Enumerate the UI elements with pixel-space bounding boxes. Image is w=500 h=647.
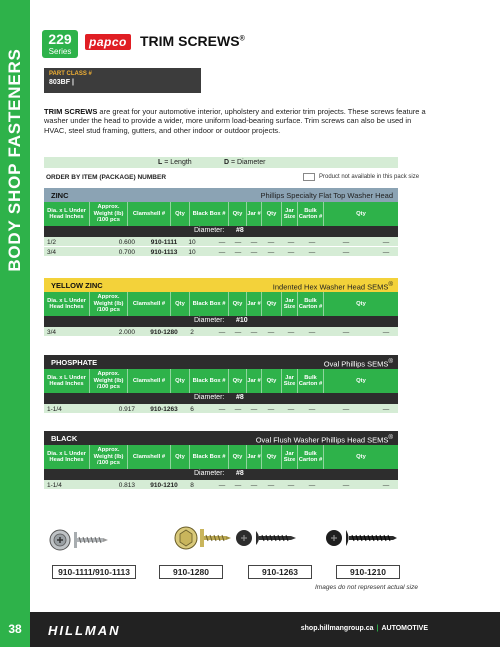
not-available-cell: —: [234, 239, 242, 246]
diameter-row: [44, 316, 398, 327]
not-available-cell: —: [308, 406, 316, 413]
column-header: Black Box #: [190, 445, 229, 469]
column-header: Jar #: [247, 292, 262, 316]
screw-image-910-1280-side: [200, 529, 231, 547]
quantity-cell: 10: [188, 249, 196, 256]
screw-image-910-1263: [236, 530, 252, 546]
column-header: Qty: [229, 292, 247, 316]
weight-cell: 0.700: [118, 249, 135, 256]
not-available-cell: —: [267, 249, 275, 256]
column-header: Jar #: [247, 445, 262, 469]
legend-bar: [44, 157, 398, 168]
product-section: [44, 188, 398, 257]
footer-category: AUTOMOTIVE: [381, 625, 428, 632]
size-cell: 1/2: [47, 239, 57, 246]
screw-image-910-1210: [326, 530, 342, 546]
table-row: [44, 327, 398, 337]
column-header: Jar Size: [282, 202, 298, 226]
size-cell: 3/4: [47, 329, 57, 336]
section-description: Oval Flush Washer Phillips Head SEMS®: [255, 434, 393, 445]
column-header: Qty: [356, 210, 366, 217]
column-header: Black Box #: [190, 369, 229, 393]
not-available-cell: —: [382, 249, 390, 256]
section-header: [44, 188, 398, 202]
not-available-cell: —: [382, 482, 390, 489]
section-finish: ZINC: [51, 191, 69, 200]
column-header: Bulk Carton #: [298, 445, 324, 469]
product-images: [44, 522, 398, 568]
product-label: 910-1210: [336, 565, 400, 579]
not-available-cell: —: [250, 329, 258, 336]
diameter-label: Diameter:: [194, 394, 225, 401]
column-header: Clamshell #: [128, 445, 171, 469]
column-header: Qty: [229, 445, 247, 469]
intro-paragraph: [44, 107, 434, 135]
legend-length: L = Length: [158, 159, 192, 166]
column-header: Dia. x L Under Head Inches: [44, 369, 90, 393]
column-header: Qty: [171, 369, 190, 393]
column-header: Dia. x L Under Head Inches: [44, 292, 90, 316]
table-row: [44, 247, 398, 257]
product-section: [44, 431, 398, 490]
column-header-row: [44, 202, 398, 226]
column-header: Jar Size: [282, 445, 298, 469]
trademark-mark: ®: [239, 35, 245, 43]
size-disclaimer: Images do not represent actual size: [315, 584, 418, 591]
not-available-cell: —: [342, 249, 350, 256]
not-available-cell: —: [250, 482, 258, 489]
not-available-cell: —: [234, 249, 242, 256]
product-label: 910-1280: [159, 565, 223, 579]
series-number: 229: [48, 31, 72, 47]
screw-image-910-1280: [175, 527, 197, 549]
table-row: [44, 404, 398, 414]
not-available-cell: —: [308, 249, 316, 256]
diameter-value: #8: [236, 470, 244, 477]
product-section: [44, 278, 398, 337]
column-header: Qty: [229, 202, 247, 226]
column-header: Bulk Carton #: [298, 292, 324, 316]
not-available-cell: —: [308, 239, 316, 246]
part-number-cell: 910-1111: [150, 239, 178, 246]
weight-cell: 0.813: [118, 482, 135, 489]
page-number: 38: [0, 612, 30, 647]
weight-cell: 2.000: [118, 329, 135, 336]
column-header: Bulk Carton #: [298, 369, 324, 393]
column-header: Qty: [262, 202, 282, 226]
column-header: Approx. Weight (lb) /100 pcs: [90, 369, 128, 393]
quantity-cell: 2: [190, 329, 194, 336]
product-label: 910-1111/910-1113: [52, 565, 136, 579]
not-available-cell: —: [218, 329, 226, 336]
intro-text: are great for your automotive interior, upholstery and exterior trim projects. These screws feature a washer under the head to provide a wider, more uniform load-bearing surface. Trim screws can also be used in HVAC, steel stud framing, gutters, and other indoor or outdoor projects.: [44, 107, 426, 135]
section-finish: PHOSPHATE: [51, 358, 98, 367]
not-available-swatch: [303, 173, 315, 181]
section-header: [44, 431, 398, 445]
section-description: Indented Hex Washer Head SEMS®: [272, 281, 393, 292]
column-header: Qty: [262, 369, 282, 393]
diameter-label: Diameter:: [194, 227, 225, 234]
not-available-cell: —: [234, 406, 242, 413]
series-label: Series: [48, 47, 72, 56]
footer-links: shop.hillmangroup.ca | AUTOMOTIVE: [300, 625, 428, 632]
section-header: [44, 355, 398, 369]
part-class-box: [44, 68, 201, 93]
diameter-value: #10: [236, 317, 248, 324]
not-available-cell: —: [342, 329, 350, 336]
not-available-cell: —: [234, 329, 242, 336]
screw-image-910-1111-side: [74, 532, 108, 548]
section-description: Phillips Specialty Flat Top Washer Head: [260, 191, 393, 200]
diameter-row: [44, 226, 398, 237]
column-header: Qty: [229, 369, 247, 393]
not-available-cell: —: [218, 249, 226, 256]
diameter-row: [44, 393, 398, 404]
part-number-cell: 910-1113: [150, 249, 178, 256]
screw-image-910-1210-side: [346, 530, 397, 546]
not-available-cell: —: [250, 406, 258, 413]
column-header: Qty: [171, 202, 190, 226]
not-available-cell: —: [342, 406, 350, 413]
weight-cell: 0.600: [118, 239, 135, 246]
not-available-cell: —: [250, 249, 258, 256]
not-available-cell: —: [218, 406, 226, 413]
not-available-cell: —: [382, 406, 390, 413]
not-available-cell: —: [382, 239, 390, 246]
diameter-row: [44, 469, 398, 480]
not-available-cell: —: [234, 482, 242, 489]
column-header: Approx. Weight (lb) /100 pcs: [90, 292, 128, 316]
brand-logo: papco: [85, 34, 131, 50]
column-header: Qty: [171, 445, 190, 469]
not-available-cell: —: [287, 482, 295, 489]
not-available-cell: —: [382, 329, 390, 336]
footer-url[interactable]: shop.hillmangroup.ca: [300, 625, 374, 632]
not-available-cell: —: [287, 239, 295, 246]
size-cell: 3/4: [47, 249, 57, 256]
screw-image-910-1263-side: [256, 531, 296, 545]
table-row: [44, 237, 398, 247]
section-finish: YELLOW ZINC: [51, 281, 103, 290]
section-description: Oval Phillips SEMS®: [323, 358, 393, 369]
diameter-label: Diameter:: [194, 470, 225, 477]
hillman-logo: HILLMAN: [48, 623, 121, 638]
not-available-cell: —: [267, 329, 275, 336]
not-available-cell: —: [287, 249, 295, 256]
part-class-label: PART CLASS #: [49, 71, 92, 77]
category-sidebar: [0, 0, 30, 612]
column-header: Black Box #: [190, 202, 229, 226]
not-available-cell: —: [342, 482, 350, 489]
column-header: Qty: [356, 300, 366, 307]
section-finish: BLACK: [51, 434, 78, 443]
quantity-cell: 8: [190, 482, 194, 489]
quantity-cell: 6: [190, 406, 194, 413]
column-header: Qty: [262, 445, 282, 469]
not-available-cell: —: [218, 239, 226, 246]
column-header: Qty: [171, 292, 190, 316]
part-number-cell: 910-1210: [150, 482, 178, 489]
sidebar-label: BODY SHOP FASTENERS: [5, 48, 24, 272]
column-header: Dia. x L Under Head Inches: [44, 202, 90, 226]
column-header: Clamshell #: [128, 202, 171, 226]
column-header: Dia. x L Under Head Inches: [44, 445, 90, 469]
column-header: Jar #: [247, 202, 262, 226]
quantity-cell: 10: [188, 239, 196, 246]
size-cell: 1-1/4: [47, 482, 62, 489]
column-header: Clamshell #: [128, 292, 171, 316]
order-label: ORDER BY ITEM (PACKAGE) NUMBER: [46, 174, 167, 181]
not-available-cell: —: [218, 482, 226, 489]
intro-lead: TRIM SCREWS: [44, 107, 98, 116]
part-class-value: 803BF |: [49, 79, 74, 86]
column-header: Jar Size: [282, 369, 298, 393]
column-header: Jar Size: [282, 292, 298, 316]
column-header-row: [44, 292, 398, 316]
not-available-cell: —: [267, 482, 275, 489]
not-available-note: Product not available in this pack size: [319, 174, 420, 180]
page-footer: [0, 612, 500, 647]
not-available-cell: —: [308, 482, 316, 489]
not-available-cell: —: [267, 406, 275, 413]
column-header-row: [44, 445, 398, 469]
product-section: [44, 355, 398, 414]
column-header: Approx. Weight (lb) /100 pcs: [90, 202, 128, 226]
section-header: [44, 278, 398, 292]
legend-diameter: D = Diameter: [224, 159, 266, 166]
not-available-cell: —: [250, 239, 258, 246]
column-header: Qty: [262, 292, 282, 316]
table-row: [44, 480, 398, 490]
column-header: Clamshell #: [128, 369, 171, 393]
column-header: Qty: [356, 453, 366, 460]
series-badge: [42, 30, 78, 58]
not-available-cell: —: [308, 329, 316, 336]
diameter-value: #8: [236, 227, 244, 234]
column-header: Qty: [356, 377, 366, 384]
not-available-cell: —: [342, 239, 350, 246]
size-cell: 1-1/4: [47, 406, 62, 413]
product-label: 910-1263: [248, 565, 312, 579]
part-number-cell: 910-1263: [150, 406, 178, 413]
page-title: TRIM SCREWS®: [140, 33, 245, 49]
column-header: Approx. Weight (lb) /100 pcs: [90, 445, 128, 469]
column-header: Black Box #: [190, 292, 229, 316]
not-available-cell: —: [287, 329, 295, 336]
weight-cell: 0.917: [118, 406, 135, 413]
diameter-value: #8: [236, 394, 244, 401]
part-number-cell: 910-1280: [150, 329, 178, 336]
column-header: Jar #: [247, 369, 262, 393]
column-header: Bulk Carton #: [298, 202, 324, 226]
column-header-row: [44, 369, 398, 393]
diameter-label: Diameter:: [194, 317, 225, 324]
not-available-cell: —: [267, 239, 275, 246]
not-available-cell: —: [287, 406, 295, 413]
screw-image-910-1111: [50, 530, 70, 550]
